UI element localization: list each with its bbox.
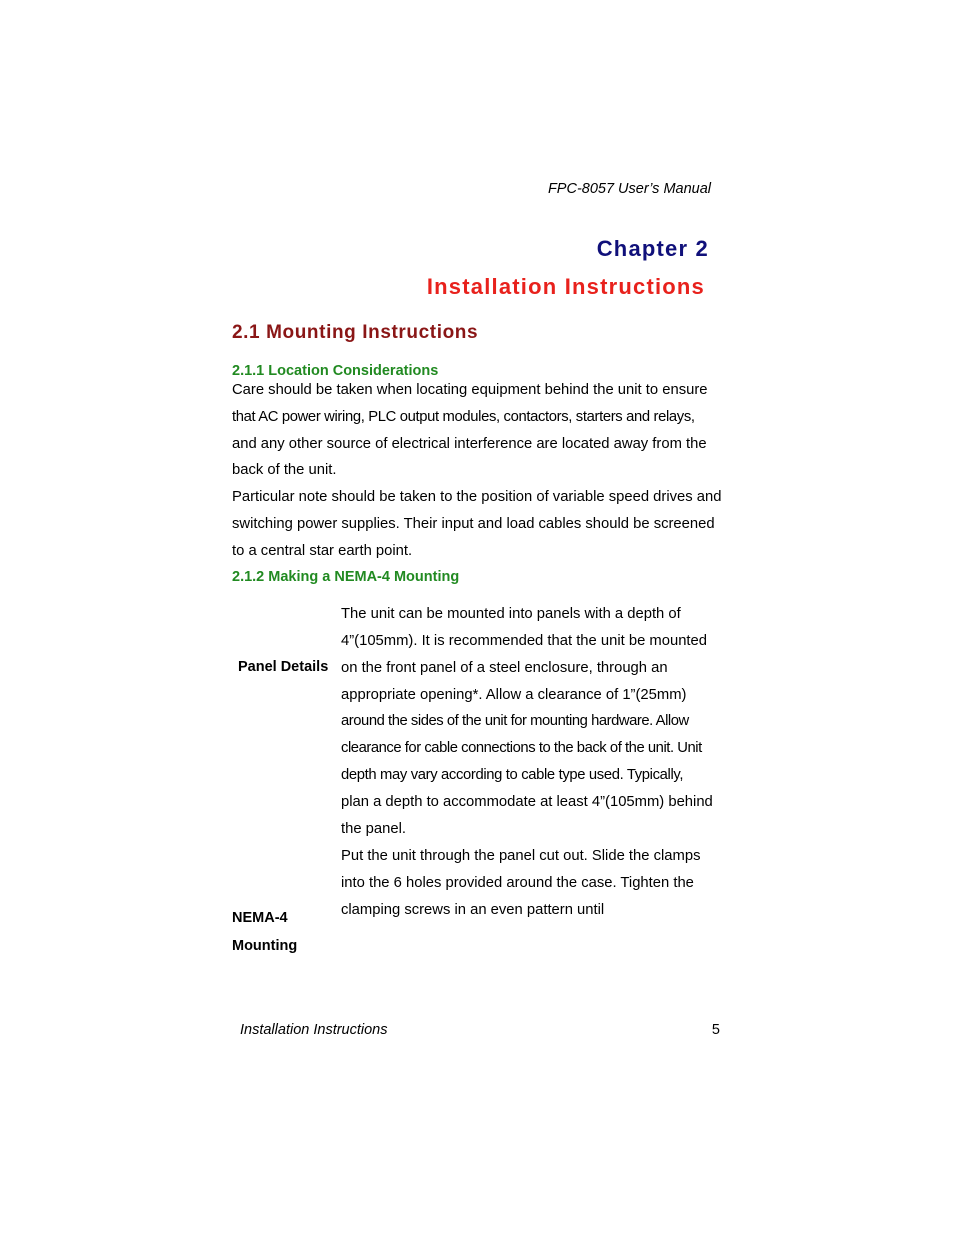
body-line: Put the unit through the panel cut out. Slide the clamps (341, 848, 701, 864)
body-line: appropriate opening*. Allow a clearance of 1”(25mm) (341, 687, 687, 703)
chapter-title: Installation Instructions (426, 274, 705, 299)
body-line: clearance for cable connections to the back of the unit. Unit (341, 740, 702, 756)
body-line: back of the unit. (232, 462, 337, 478)
body-line: Care should be taken when locating equipment behind the unit to ensure (232, 382, 708, 398)
body-line: around the sides of the unit for mounting hardware. Allow (341, 713, 689, 729)
mounting-label: Mounting (232, 938, 298, 954)
body-line: clamping screws in an even pattern until (341, 902, 605, 918)
body-line: The unit can be mounted into panels with a depth of (341, 606, 681, 622)
body-line: switching power supplies. Their input and load cables should be screened (232, 516, 715, 532)
body-line: Particular note should be taken to the position of variable speed drives and (232, 489, 722, 505)
body-line: on the front panel of a steel enclosure, through an (341, 660, 668, 676)
body-line: and any other source of electrical interference are located away from the (232, 436, 707, 452)
body-line: into the 6 holes provided around the case. Tighten the (341, 875, 694, 891)
body-line: the panel. (341, 821, 406, 837)
section-title: 2.1 Mounting Instructions (232, 322, 479, 343)
body-line: to a central star earth point. (232, 543, 413, 559)
footer-section-name: Installation Instructions (240, 1022, 388, 1038)
body-line: that AC power wiring, PLC output modules, contactors, starters and relays, (232, 409, 695, 425)
nema-4-label: NEMA-4 (232, 910, 288, 926)
body-line: depth may vary according to cable type used. Typically, (341, 767, 684, 783)
body-line: plan a depth to accommodate at least 4”(105mm) behind (341, 794, 713, 810)
panel-details-label: Panel Details (238, 659, 329, 675)
nema-mounting-heading: 2.1.2 Making a NEMA-4 Mounting (232, 569, 460, 585)
body-line: 4”(105mm). It is recommended that the unit be mounted (341, 633, 707, 649)
running-header: FPC-8057 User’s Manual (547, 181, 711, 197)
chapter-number: Chapter 2 (596, 236, 709, 261)
location-considerations-heading: 2.1.1 Location Considerations (232, 363, 439, 379)
page-number: 5 (711, 1022, 720, 1038)
